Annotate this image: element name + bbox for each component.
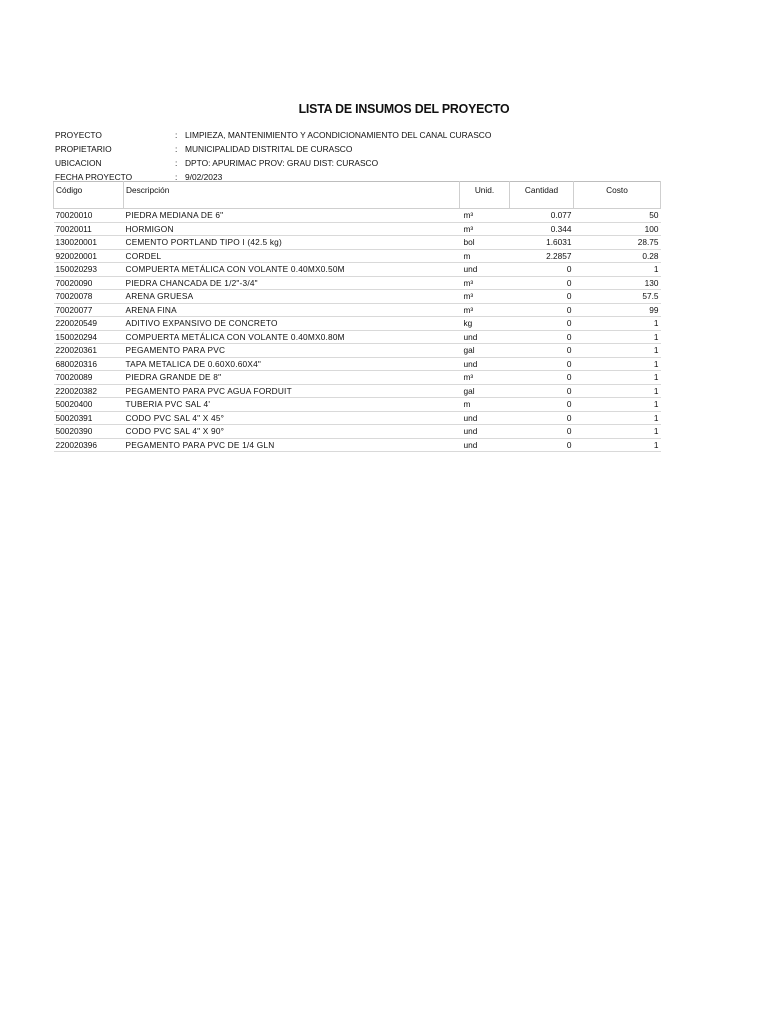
colon: : bbox=[175, 144, 178, 154]
cell-cantidad: 0 bbox=[510, 357, 574, 371]
cell-costo: 28.75 bbox=[574, 236, 661, 250]
cell-unid: und bbox=[460, 438, 510, 452]
table-row bbox=[54, 209, 661, 223]
table-row bbox=[54, 222, 661, 236]
cell-codigo: 220020382 bbox=[54, 384, 124, 398]
cell-codigo: 220020549 bbox=[54, 317, 124, 331]
page-title: LISTA DE INSUMOS DEL PROYECTO bbox=[298, 101, 510, 116]
cell-codigo: 70020078 bbox=[54, 290, 124, 304]
cell-unid: m bbox=[460, 249, 510, 263]
cell-codigo: 70020010 bbox=[54, 209, 124, 223]
cell-unid: und bbox=[460, 330, 510, 344]
cell-costo: 1 bbox=[574, 425, 661, 439]
table-row bbox=[54, 330, 661, 344]
cell-unid: und bbox=[460, 357, 510, 371]
location-label: UBICACION bbox=[55, 158, 102, 168]
cell-costo: 1 bbox=[574, 438, 661, 452]
header-codigo: Código bbox=[54, 182, 124, 209]
cell-descripcion: PEGAMENTO PARA PVC DE 1/4 GLN bbox=[124, 438, 460, 452]
cell-unid: und bbox=[460, 263, 510, 277]
cell-codigo: 70020077 bbox=[54, 303, 124, 317]
cell-descripcion: PEGAMENTO PARA PVC AGUA FORDUIT bbox=[124, 384, 460, 398]
cell-costo: 1 bbox=[574, 371, 661, 385]
cell-cantidad: 0.344 bbox=[510, 222, 574, 236]
cell-unid: und bbox=[460, 425, 510, 439]
cell-descripcion: CORDEL bbox=[124, 249, 460, 263]
owner-value: MUNICIPALIDAD DISTRITAL DE CURASCO bbox=[185, 144, 353, 154]
cell-cantidad: 0 bbox=[510, 425, 574, 439]
cell-descripcion: PIEDRA CHANCADA DE 1/2"-3/4" bbox=[124, 276, 460, 290]
cell-unid: m³ bbox=[460, 222, 510, 236]
cell-unid: m³ bbox=[460, 209, 510, 223]
cell-cantidad: 0 bbox=[510, 276, 574, 290]
cell-costo: 1 bbox=[574, 317, 661, 331]
cell-costo: 50 bbox=[574, 209, 661, 223]
cell-cantidad: 0 bbox=[510, 303, 574, 317]
table-row bbox=[54, 236, 661, 250]
cell-codigo: 150020294 bbox=[54, 330, 124, 344]
cell-unid: m³ bbox=[460, 290, 510, 304]
cell-unid: m³ bbox=[460, 276, 510, 290]
cell-codigo: 220020361 bbox=[54, 344, 124, 358]
cell-descripcion: TUBERIA PVC SAL 4' bbox=[124, 398, 460, 412]
cell-descripcion: CODO PVC SAL 4" X 90° bbox=[124, 425, 460, 439]
cell-codigo: 50020390 bbox=[54, 425, 124, 439]
supplies-table bbox=[53, 181, 661, 452]
cell-unid: kg bbox=[460, 317, 510, 331]
location-row bbox=[55, 156, 491, 170]
header-costo: Costo bbox=[574, 182, 661, 209]
cell-cantidad: 0 bbox=[510, 344, 574, 358]
colon: : bbox=[175, 158, 178, 168]
cell-unid: m³ bbox=[460, 371, 510, 385]
cell-unid: und bbox=[460, 411, 510, 425]
cell-descripcion: PIEDRA GRANDE DE 8" bbox=[124, 371, 460, 385]
cell-costo: 1 bbox=[574, 398, 661, 412]
cell-costo: 1 bbox=[574, 263, 661, 277]
table-row bbox=[54, 290, 661, 304]
table-row bbox=[54, 249, 661, 263]
table-row bbox=[54, 371, 661, 385]
table-row bbox=[54, 425, 661, 439]
cell-unid: m³ bbox=[460, 303, 510, 317]
cell-unid: gal bbox=[460, 384, 510, 398]
cell-codigo: 130020001 bbox=[54, 236, 124, 250]
cell-costo: 1 bbox=[574, 384, 661, 398]
cell-codigo: 920020001 bbox=[54, 249, 124, 263]
cell-descripcion: COMPUERTA METÁLICA CON VOLANTE 0.40MX0.80M bbox=[124, 330, 460, 344]
colon: : bbox=[175, 172, 178, 182]
cell-descripcion: ARENA FINA bbox=[124, 303, 460, 317]
cell-descripcion: PIEDRA MEDIANA DE 6" bbox=[124, 209, 460, 223]
table-row bbox=[54, 276, 661, 290]
cell-cantidad: 0 bbox=[510, 317, 574, 331]
cell-cantidad: 0 bbox=[510, 384, 574, 398]
cell-cantidad: 0 bbox=[510, 411, 574, 425]
cell-codigo: 150020293 bbox=[54, 263, 124, 277]
cell-cantidad: 1.6031 bbox=[510, 236, 574, 250]
cell-descripcion: HORMIGON bbox=[124, 222, 460, 236]
cell-codigo: 70020011 bbox=[54, 222, 124, 236]
cell-costo: 99 bbox=[574, 303, 661, 317]
cell-cantidad: 0 bbox=[510, 371, 574, 385]
table-row bbox=[54, 357, 661, 371]
cell-unid: gal bbox=[460, 344, 510, 358]
table-row bbox=[54, 317, 661, 331]
cell-descripcion: ARENA GRUESA bbox=[124, 290, 460, 304]
table-row bbox=[54, 303, 661, 317]
table-row bbox=[54, 344, 661, 358]
cell-cantidad: 0 bbox=[510, 290, 574, 304]
cell-cantidad: 0 bbox=[510, 263, 574, 277]
cell-codigo: 50020391 bbox=[54, 411, 124, 425]
cell-cantidad: 2.2857 bbox=[510, 249, 574, 263]
owner-label: PROPIETARIO bbox=[55, 144, 112, 154]
cell-descripcion: CEMENTO PORTLAND TIPO I (42.5 kg) bbox=[124, 236, 460, 250]
location-value: DPTO: APURIMAC PROV: GRAU DIST: CURASCO bbox=[185, 158, 379, 168]
header-descripcion: Descripción bbox=[124, 182, 460, 209]
project-info bbox=[55, 128, 491, 184]
cell-codigo: 70020090 bbox=[54, 276, 124, 290]
cell-costo: 1 bbox=[574, 330, 661, 344]
cell-codigo: 70020089 bbox=[54, 371, 124, 385]
cell-descripcion: COMPUERTA METÁLICA CON VOLANTE 0.40MX0.50M bbox=[124, 263, 460, 277]
header-cantidad: Cantidad bbox=[510, 182, 574, 209]
cell-descripcion: CODO PVC SAL 4" X 45° bbox=[124, 411, 460, 425]
cell-descripcion: PEGAMENTO PARA PVC bbox=[124, 344, 460, 358]
date-value: 9/02/2023 bbox=[185, 172, 223, 182]
cell-unid: m bbox=[460, 398, 510, 412]
cell-descripcion: TAPA METALICA DE 0.60X0.60X4" bbox=[124, 357, 460, 371]
colon: : bbox=[175, 130, 178, 140]
cell-cantidad: 0 bbox=[510, 438, 574, 452]
owner-row bbox=[55, 142, 491, 156]
date-label: FECHA PROYECTO bbox=[55, 172, 133, 182]
header-unid: Unid. bbox=[460, 182, 510, 209]
cell-costo: 57.5 bbox=[574, 290, 661, 304]
cell-costo: 130 bbox=[574, 276, 661, 290]
cell-costo: 0.28 bbox=[574, 249, 661, 263]
table-row bbox=[54, 263, 661, 277]
table-header-row bbox=[54, 182, 661, 209]
cell-costo: 100 bbox=[574, 222, 661, 236]
project-value: LIMPIEZA, MANTENIMIENTO Y ACONDICIONAMIENTO DEL CANAL CURASCO bbox=[185, 130, 492, 140]
project-row bbox=[55, 128, 491, 142]
cell-unid: bol bbox=[460, 236, 510, 250]
cell-costo: 1 bbox=[574, 411, 661, 425]
cell-descripcion: ADITIVO EXPANSIVO DE CONCRETO bbox=[124, 317, 460, 331]
cell-codigo: 680020316 bbox=[54, 357, 124, 371]
cell-codigo: 50020400 bbox=[54, 398, 124, 412]
cell-costo: 1 bbox=[574, 344, 661, 358]
cell-cantidad: 0 bbox=[510, 330, 574, 344]
cell-costo: 1 bbox=[574, 357, 661, 371]
cell-cantidad: 0 bbox=[510, 398, 574, 412]
table-row bbox=[54, 384, 661, 398]
cell-codigo: 220020396 bbox=[54, 438, 124, 452]
table-row bbox=[54, 438, 661, 452]
table-row bbox=[54, 398, 661, 412]
project-label: PROYECTO bbox=[55, 130, 102, 140]
table-row bbox=[54, 411, 661, 425]
cell-cantidad: 0.077 bbox=[510, 209, 574, 223]
